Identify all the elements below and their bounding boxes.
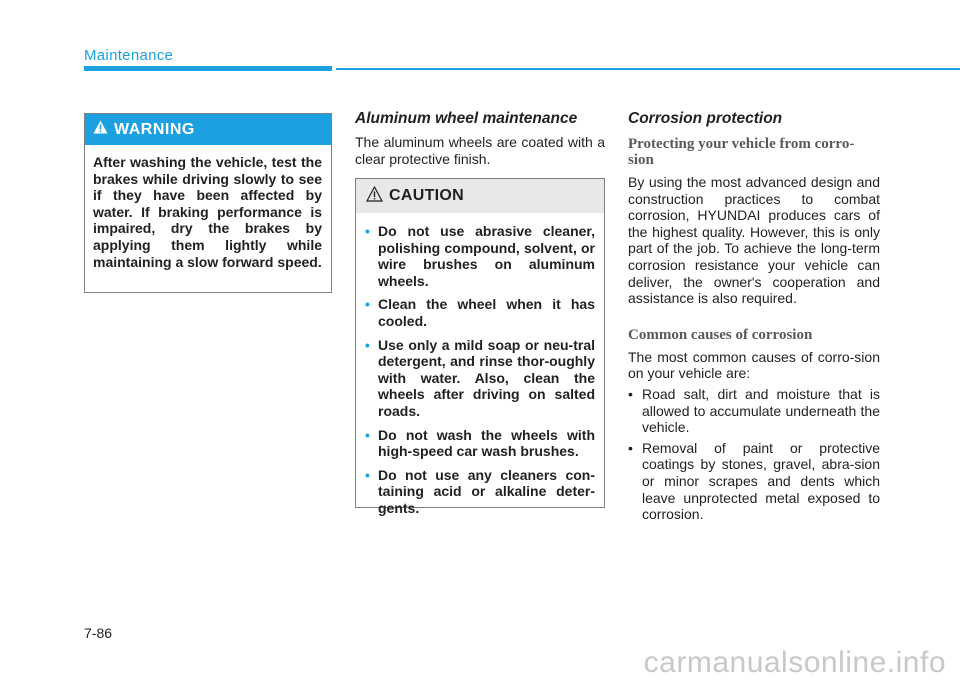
- header-accent-bar: [84, 66, 332, 71]
- caution-box: [355, 178, 605, 516]
- warning-label: WARNING: [114, 120, 195, 138]
- header-rule: [336, 68, 960, 70]
- list-item: • Clean the wheel when it has cooled.: [365, 296, 595, 329]
- caution-label: CAUTION: [389, 187, 464, 204]
- list-item: • Road salt, dirt and moisture that is allowed to accumulate underneath the vehicle.: [628, 385, 880, 436]
- section-title: Maintenance: [84, 47, 174, 64]
- corrosion-subheading-causes: Common causes of corrosion: [628, 326, 813, 343]
- list-item: • Removal of paint or protective coatings by stones, gravel, abra-sion or minor scrapes and dents which leave unprotected metal exposed to corrosion.: [628, 439, 880, 523]
- list-item: • Do not use any cleaners con-taining acid or alkaline deter-gents.: [365, 466, 595, 516]
- aluminum-intro: The aluminum wheels are coated with a clear protective finish.: [355, 134, 605, 167]
- warning-triangle-icon: [93, 120, 108, 139]
- corrosion-section: [628, 110, 880, 523]
- aluminum-section: [355, 110, 605, 167]
- list-item: • Do not wash the wheels with high-speed car wash brushes.: [365, 426, 595, 460]
- warning-box: [84, 113, 332, 293]
- page-number: 7-86: [84, 625, 113, 641]
- corrosion-subheading-protecting: Protecting your vehicle from corro-sion: [628, 136, 855, 168]
- warning-text: After washing the vehicle, test the brakes while driving slowly to see if they have been affected by water. If braking performance is impaired, dry the brakes by applying them lightly while maintaining a slow forward speed.: [93, 154, 322, 270]
- aluminum-heading: Aluminum wheel maintenance: [355, 110, 578, 127]
- corrosion-heading: Corrosion protection: [628, 110, 783, 127]
- caution-triangle-icon: [366, 186, 383, 207]
- list-item: • Use only a mild soap or neu-tral detergent, and rinse thor-oughly with water. Also, clean the wheels after driving on salted roads.: [365, 336, 595, 419]
- causes-intro: The most common causes of corro-sion on your vehicle are:: [628, 348, 880, 382]
- list-item: • Do not use abrasive cleaner, polishing compound, solvent, or wire brushes on aluminum wheels.: [365, 223, 595, 289]
- caution-header: [356, 179, 604, 213]
- warning-header: [85, 114, 331, 145]
- causes-list: [628, 386, 880, 523]
- watermark: carmanualsonline.info: [643, 646, 946, 679]
- corrosion-paragraph: By using the most advanced design and construction practices to combat corrosion, HYUNDAI produces cars of the highest quality. However, this is only part of the job. To achieve the long-term corrosion resistance your vehicle can deliver, the owner's cooperation and assistance is also required.: [628, 174, 880, 307]
- caution-list: [356, 213, 604, 517]
